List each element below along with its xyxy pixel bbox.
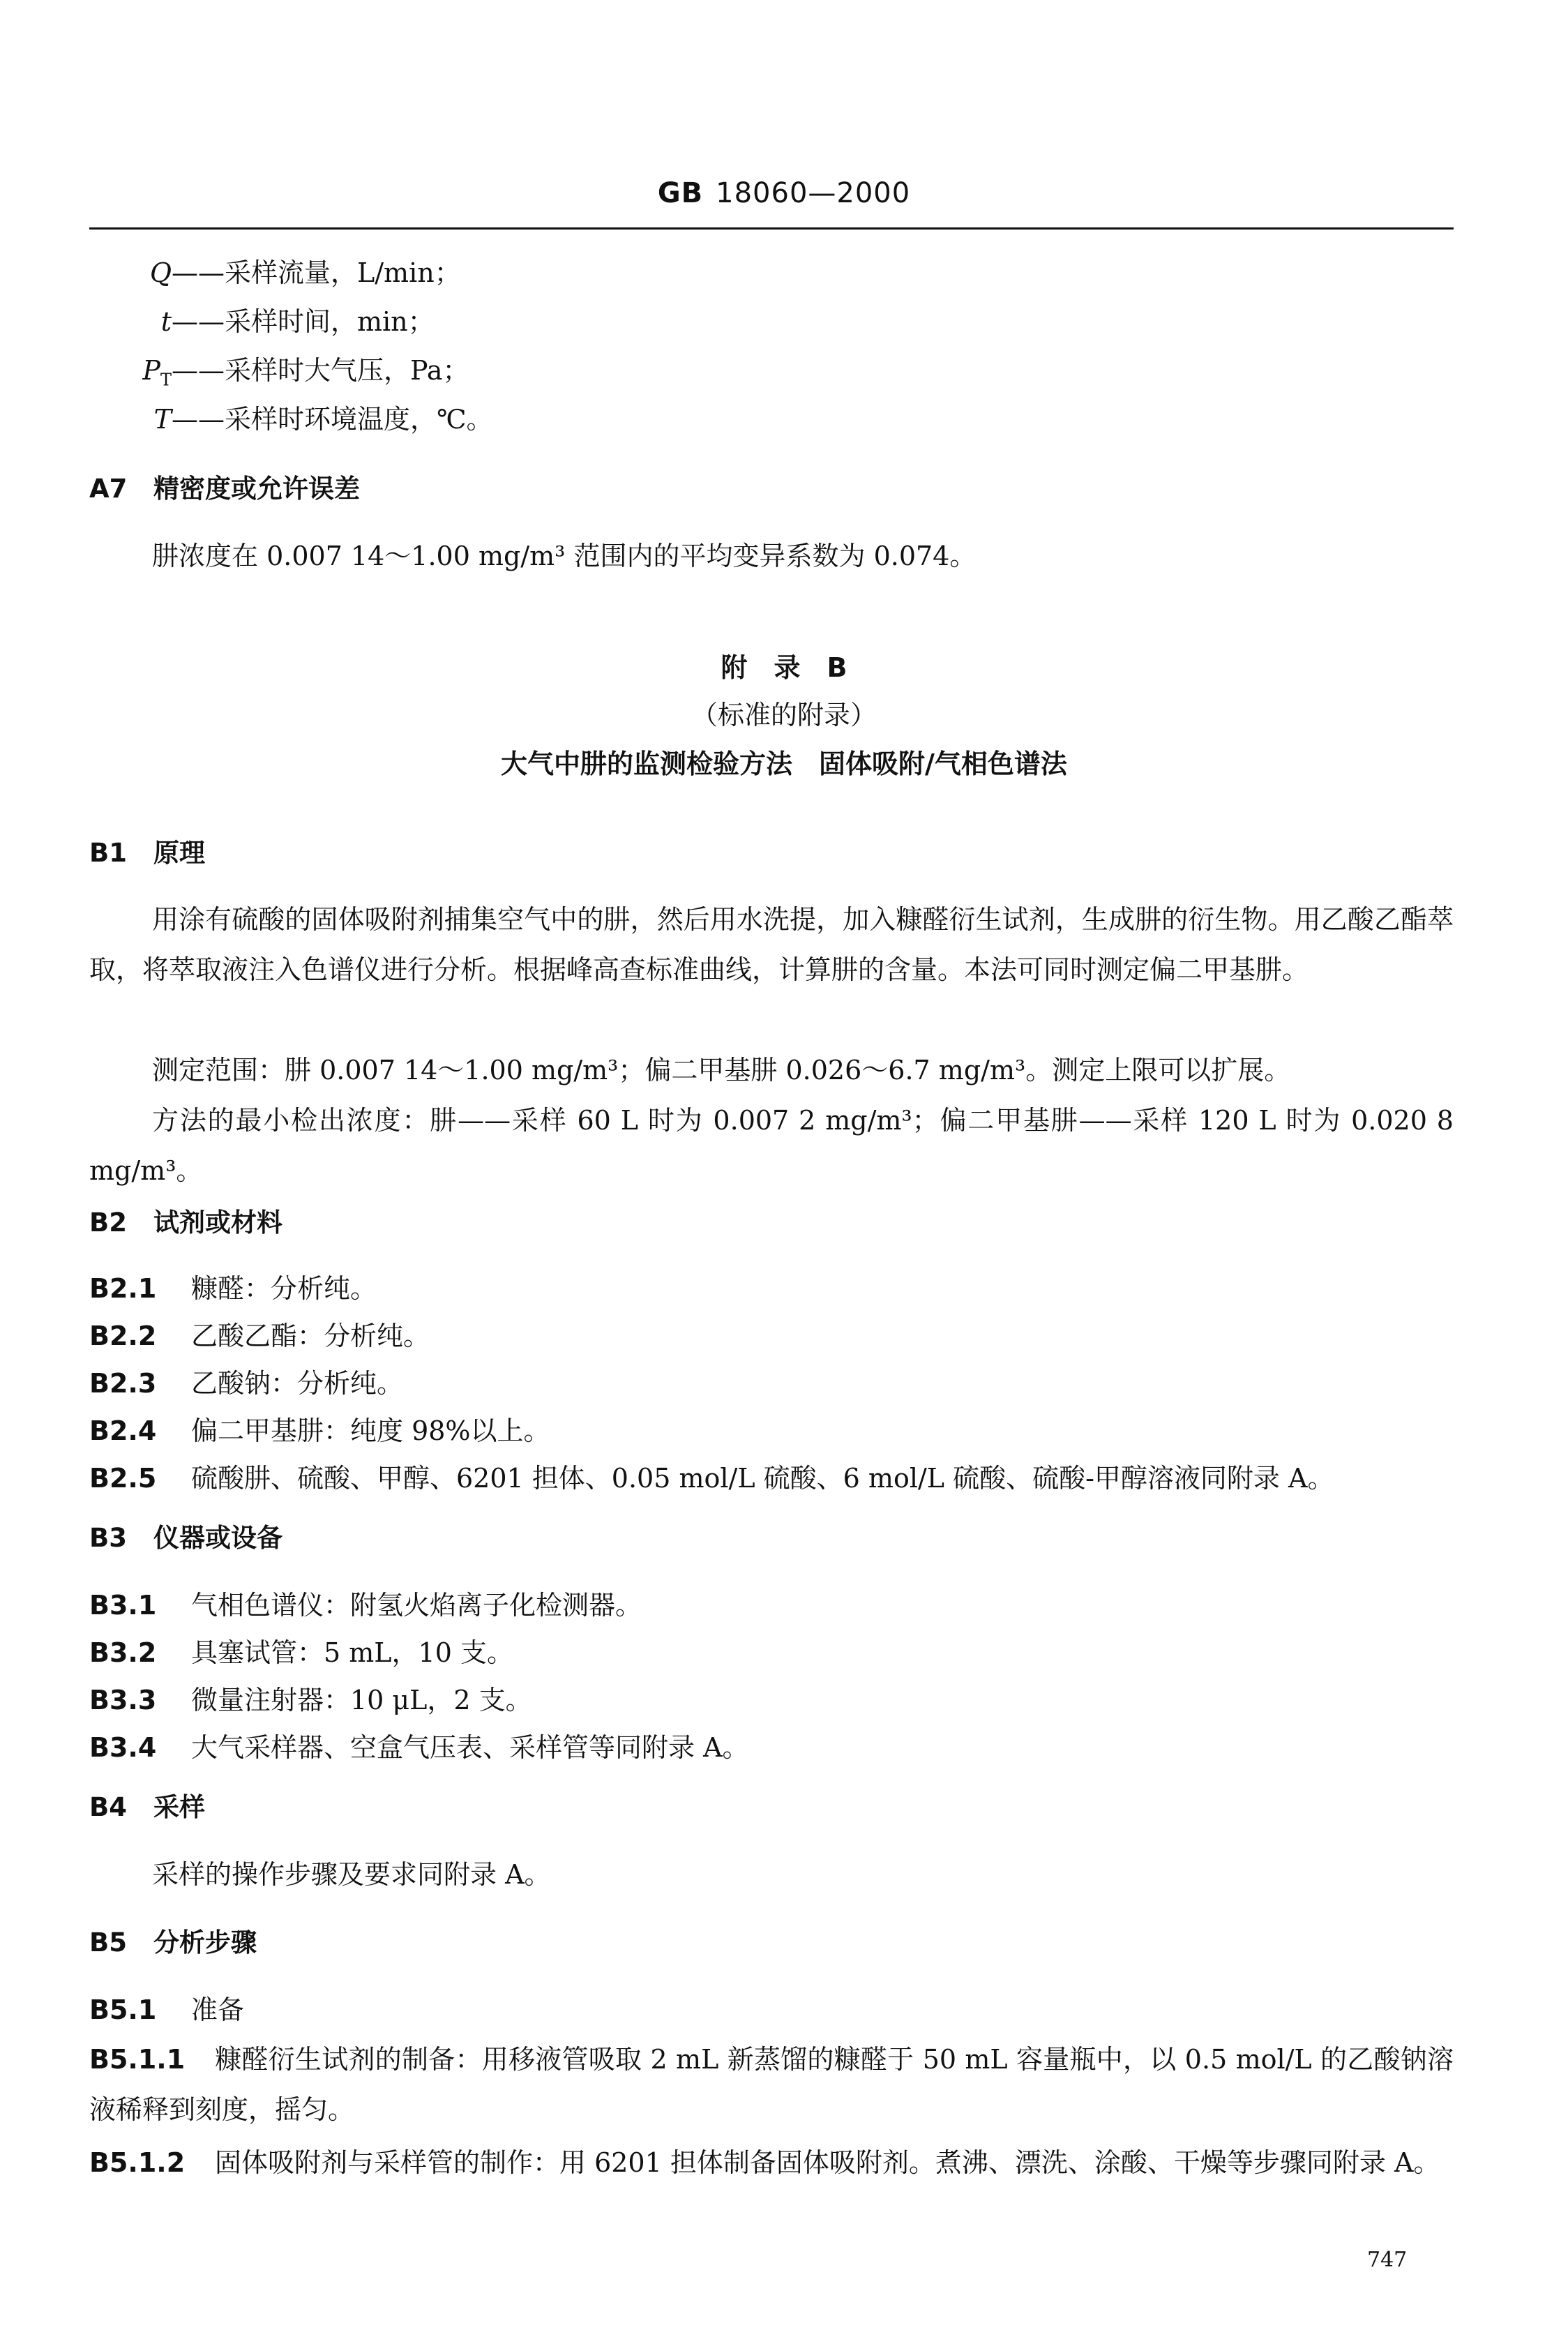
section-number: B2 bbox=[89, 1208, 127, 1238]
list-item bbox=[89, 1413, 550, 1448]
section-heading-b4 bbox=[89, 1790, 205, 1825]
b1-paragraph-3: 方法的最小检出浓度：肼——采样 60 L 时为 0.007 2 mg/m³；偏二甲基肼——采样 120 L 时为 0.020 8 mg/m³。 bbox=[89, 1105, 1454, 1186]
section-heading-b1 bbox=[89, 836, 205, 871]
item-text: 具塞试管：5 mL，10 支。 bbox=[191, 1637, 513, 1668]
item-text: 乙酸钠：分析纯。 bbox=[191, 1368, 404, 1399]
section-title: 试剂或材料 bbox=[153, 1208, 282, 1238]
item-number: B3.4 bbox=[89, 1732, 157, 1763]
header-rule bbox=[89, 227, 1454, 230]
item-number: B2.3 bbox=[89, 1368, 157, 1399]
section-title: 仪器或设备 bbox=[153, 1523, 282, 1553]
item-number: B5.1.2 bbox=[89, 2147, 186, 2178]
section-heading-b3 bbox=[89, 1521, 282, 1556]
item-number: B2.5 bbox=[89, 1463, 157, 1494]
section-number: B3 bbox=[89, 1523, 127, 1553]
variable-symbol: Q bbox=[149, 257, 172, 288]
section-heading-a7 bbox=[89, 472, 360, 506]
item-text: 糠醛衍生试剂的制备：用移液管吸取 2 mL 新蒸馏的糠醛于 50 mL 容量瓶中，以 0.5 mol/L 的乙酸钠溶液稀释到刻度，摇匀。 bbox=[89, 2044, 1454, 2125]
variable-desc: ——采样流量，L/min； bbox=[172, 257, 461, 288]
section-heading-b5 bbox=[89, 1925, 257, 1960]
section-heading-b2 bbox=[89, 1205, 282, 1240]
item-number: B2.1 bbox=[89, 1273, 157, 1304]
list-item bbox=[89, 1683, 532, 1718]
item-number: B2.4 bbox=[89, 1415, 157, 1446]
item-number: B2.2 bbox=[89, 1321, 157, 1351]
section-number: B5 bbox=[89, 1928, 127, 1958]
item-text: 准备 bbox=[191, 1994, 245, 2025]
subsection-b5-1 bbox=[89, 1992, 244, 2027]
variable-desc: ——采样时环境温度，℃。 bbox=[172, 404, 493, 435]
section-number: B1 bbox=[89, 838, 127, 868]
list-item bbox=[89, 1366, 403, 1401]
variable-desc: ——采样时大气压，Pa； bbox=[172, 355, 469, 386]
page-header bbox=[0, 177, 1568, 209]
variable-t bbox=[89, 304, 435, 339]
item-number: B3.2 bbox=[89, 1637, 157, 1668]
item-number: B3.1 bbox=[89, 1590, 157, 1621]
list-item bbox=[89, 1730, 749, 1765]
b1-paragraph-1: 用涂有硫酸的固体吸附剂捕集空气中的肼，然后用水洗提，加入糠醛衍生试剂，生成肼的衍生物。用乙酸乙酯萃取，将萃取液注入色谱仪进行分析。根据峰高查标准曲线，计算肼的含量。本法可同时测定偏二甲基肼。 bbox=[89, 904, 1454, 985]
item-text: 微量注射器：10 μL，2 支。 bbox=[191, 1685, 532, 1715]
standard-number: 18060—2000 bbox=[716, 177, 911, 209]
section-title: 分析步骤 bbox=[153, 1928, 257, 1958]
section-title: 采样 bbox=[153, 1792, 205, 1822]
item-text: 乙酸乙酯：分析纯。 bbox=[191, 1321, 430, 1351]
list-item bbox=[89, 1318, 430, 1353]
variable-symbol: $P_T$ bbox=[142, 355, 172, 390]
variable-symbol: t bbox=[160, 306, 172, 337]
b4-text: 采样的操作步骤及要求同附录 A。 bbox=[152, 1859, 551, 1890]
b1-paragraph-2: 测定范围：肼 0.007 14～1.00 mg/m³；偏二甲基肼 0.026～6.7 mg/m³。测定上限可以扩展。 bbox=[152, 1055, 1291, 1085]
subsection-b5-1-2 bbox=[89, 2138, 1454, 2188]
list-item bbox=[89, 1461, 1334, 1496]
a7-text: 肼浓度在 0.007 14～1.00 mg/m³ 范围内的平均变异系数为 0.074。 bbox=[152, 541, 977, 571]
item-text: 硫酸肼、硫酸、甲醇、6201 担体、0.05 mol/L 硫酸、6 mol/L 硫酸、硫酸-甲醇溶液同附录 A。 bbox=[191, 1463, 1334, 1494]
item-text: 固体吸附剂与采样管的制作：用 6201 担体制备固体吸附剂。煮沸、漂洗、涂酸、干燥等步骤同附录 A。 bbox=[215, 2147, 1440, 2178]
section-title: 精密度或允许误差 bbox=[153, 474, 360, 504]
item-text: 大气采样器、空盒气压表、采样管等同附录 A。 bbox=[191, 1732, 749, 1763]
item-number: B3.3 bbox=[89, 1685, 157, 1715]
variable-subscript: T bbox=[160, 370, 172, 390]
item-text: 糠醛：分析纯。 bbox=[191, 1273, 377, 1304]
variable-symbol: T bbox=[153, 404, 172, 435]
list-item bbox=[89, 1271, 377, 1306]
subsection-b5-1-1 bbox=[89, 2034, 1454, 2135]
item-number: B5.1 bbox=[89, 1994, 157, 2025]
variable-pt bbox=[89, 353, 469, 398]
section-title: 原理 bbox=[153, 838, 205, 868]
standard-prefix: GB bbox=[657, 177, 704, 209]
appendix-label: 附 录 B bbox=[721, 652, 847, 683]
item-number: B5.1.1 bbox=[89, 2044, 186, 2075]
list-item bbox=[89, 1635, 513, 1670]
section-number: B4 bbox=[89, 1792, 127, 1822]
item-text: 偏二甲基肼：纯度 98%以上。 bbox=[191, 1415, 550, 1446]
appendix-title: 大气中肼的监测检验方法 固体吸附/气相色谱法 bbox=[501, 749, 1067, 779]
list-item bbox=[89, 1588, 642, 1623]
section-number: A7 bbox=[89, 474, 128, 504]
page-number: 747 bbox=[1367, 2248, 1408, 2272]
appendix-note: （标准的附录） bbox=[691, 700, 877, 730]
item-text: 气相色谱仪：附氢火焰离子化检测器。 bbox=[191, 1590, 642, 1621]
variable-desc: ——采样时间，min； bbox=[172, 306, 435, 337]
variable-temp bbox=[89, 402, 493, 437]
variable-q bbox=[89, 255, 461, 290]
